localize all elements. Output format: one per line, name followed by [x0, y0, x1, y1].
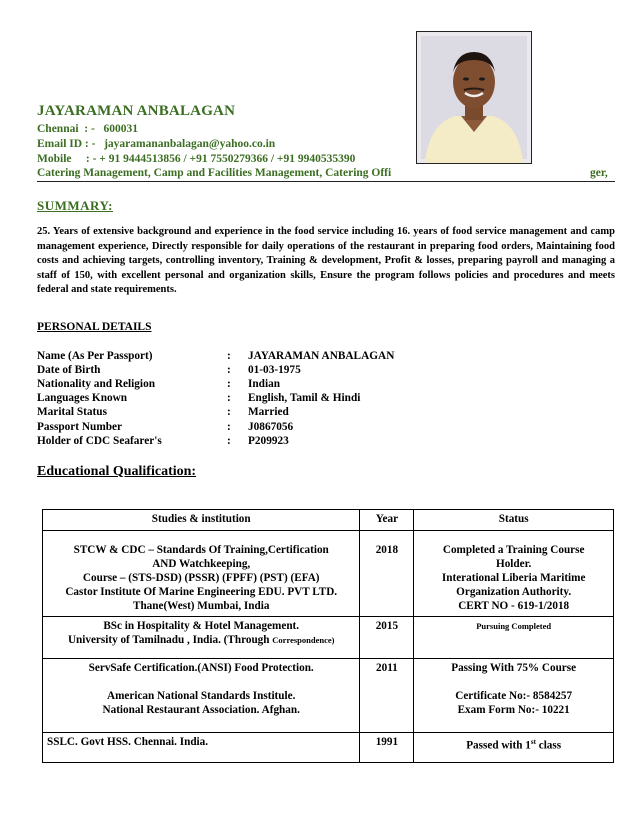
study-line: Course – (STS-DSD) (PSSR) (FPFF) (PST) (EFA)	[82, 572, 320, 584]
pd-colon: :	[227, 392, 231, 404]
status-line: Holder.	[496, 558, 532, 570]
column-header: Studies & institution	[43, 510, 360, 531]
status-text-tail: class	[535, 739, 562, 752]
status-cell	[414, 531, 614, 617]
summary-text: 25. Years of extensive background and experience in the food service including 16. years of food service management and camp management experience, Directly responsible for daily operations of the restaurant in preparing food orders, Maintaining food costs and achieving targets, controlling inventory, Training & development, Profit & losses, preparing payroll and managing a staff of 150, with excellent personal and organization skills, Ensure the program follows policies and procedures and meets federal and state requirements.	[37, 226, 615, 296]
column-header: Year	[360, 510, 414, 531]
pd-label: Holder of CDC Seafarer's	[37, 435, 162, 447]
status-line: Passing With 75% Course	[451, 662, 577, 674]
status-cell	[414, 733, 614, 763]
study-line: BSc in Hospitality & Hotel Management.	[103, 620, 300, 632]
year-cell: 2011	[360, 659, 414, 733]
pd-value: Married	[248, 406, 289, 418]
pd-value: English, Tamil & Hindi	[248, 392, 361, 404]
study-cell: SSLC. Govt HSS. Chennai. India.	[43, 733, 360, 763]
study-line	[47, 633, 355, 647]
study-line: National Restaurant Association. Afghan.	[102, 704, 300, 716]
profile-photo	[416, 31, 532, 164]
status-small: Pursuing Completed	[476, 621, 552, 631]
status-cell	[414, 617, 614, 659]
pd-label: Marital Status	[37, 406, 107, 418]
personal-details-title: PERSONAL DETAILS	[37, 321, 152, 333]
pd-value: J0867056	[248, 421, 294, 433]
pd-label: Date of Birth	[37, 364, 101, 376]
status-sup: st	[530, 738, 536, 746]
year-cell: 1991	[360, 733, 414, 763]
table-header-row	[43, 510, 614, 531]
pd-value: Indian	[248, 378, 281, 390]
status-line: CERT NO - 619-1/2018	[458, 600, 570, 612]
education-title: Educational Qualification:	[37, 464, 197, 479]
study-line-small: Correspondence)	[272, 635, 335, 645]
status-line: Exam Form No:- 10221	[457, 704, 570, 716]
pd-colon: :	[227, 435, 231, 447]
status-text: Passed with 1	[466, 739, 531, 752]
pd-colon: :	[227, 406, 231, 418]
status-line: Completed a Training Course	[442, 544, 585, 556]
pd-colon: :	[227, 364, 231, 376]
status-line-spacer	[418, 675, 609, 689]
year-cell: 2015	[360, 617, 414, 659]
mobile-line: Mobile : - + 91 9444513856 / +91 7550279366 / +91 9940535390	[37, 153, 356, 165]
status-line: Organization Authority.	[456, 586, 572, 598]
table-row	[43, 531, 614, 617]
status-line: Interational Liberia Maritime	[441, 572, 586, 584]
header-divider	[37, 181, 615, 182]
study-line-text: University of Tamilnadu , India. (Through	[67, 634, 273, 646]
column-header: Status	[414, 510, 614, 531]
candidate-name: JAYARAMAN ANBALAGAN	[37, 103, 236, 119]
pd-value: JAYARAMAN ANBALAGAN	[248, 350, 395, 362]
person-photo-icon	[417, 32, 531, 163]
pd-label: Languages Known	[37, 392, 128, 404]
pd-colon: :	[227, 378, 231, 390]
table-row	[43, 617, 614, 659]
study-line: Castor Institute Of Marine Engineering EDU. PVT LTD.	[65, 586, 338, 598]
summary-title: SUMMARY:	[37, 198, 114, 213]
table-row	[43, 733, 614, 763]
email-line: Email ID : - jayaramananbalagan@yahoo.co.in	[37, 138, 276, 150]
pd-label: Name (As Per Passport)	[37, 350, 153, 362]
table-row	[43, 659, 614, 733]
city-line: Chennai : - 600031	[37, 123, 138, 135]
pd-label: Nationality and Religion	[37, 378, 156, 390]
status-cell	[414, 659, 614, 733]
study-line-spacer	[47, 675, 355, 689]
pd-label: Passport Number	[37, 421, 123, 433]
study-cell	[43, 617, 360, 659]
profile-line: Catering Management, Camp and Facilities Management, Catering Offi	[37, 167, 392, 179]
study-line: AND Watchkeeping,	[152, 558, 251, 570]
year-cell: 2018	[360, 531, 414, 617]
study-line: STCW & CDC – Standards Of Training,Certification	[73, 544, 329, 556]
pd-colon: :	[227, 350, 231, 362]
study-line: Thane(West) Mumbai, India	[132, 600, 270, 612]
study-cell	[43, 531, 360, 617]
profile-line-tail: ger,	[590, 167, 608, 179]
pd-value: 01-03-1975	[248, 364, 301, 376]
pd-colon: :	[227, 421, 231, 433]
status-line: Certificate No:- 8584257	[455, 690, 573, 702]
education-table	[42, 509, 614, 763]
study-cell	[43, 659, 360, 733]
study-line: American National Standards Institule.	[107, 690, 296, 702]
study-line: ServSafe Certification.(ANSI) Food Protection.	[88, 662, 314, 674]
pd-value: P209923	[248, 435, 289, 447]
